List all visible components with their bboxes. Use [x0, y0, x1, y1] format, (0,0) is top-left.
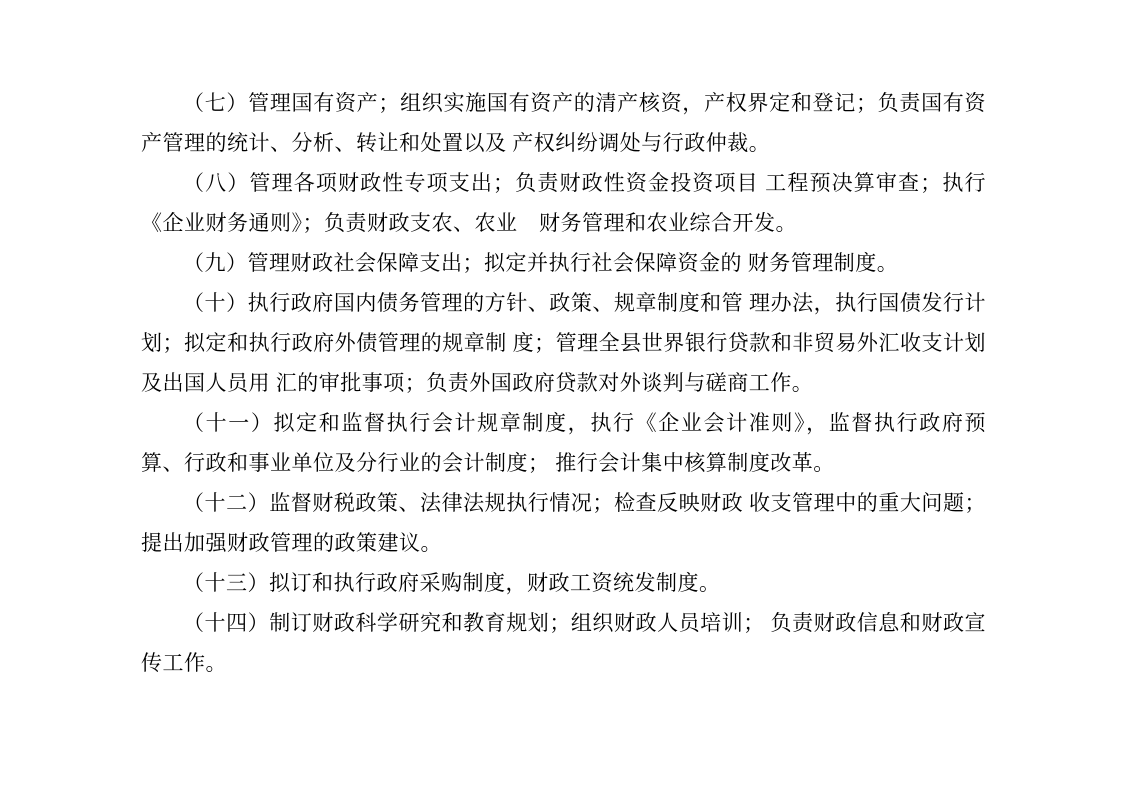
paragraph-item-14: （十四）制订财政科学研究和教育规划；组织财政人员培训； 负责财政信息和财政宣传工作。 — [141, 611, 986, 675]
paragraph-item-8: （八）管理各项财政性专项支出；负责财政性资金投资项目 工程预决算审查；执行《企业财务通则》；负责财政支农、农业 财务管理和农业综合开发。 — [141, 171, 986, 235]
paragraph-item-12: （十二）监督财税政策、法律法规执行情况；检查反映财政 收支管理中的重大问题；提出加强财政管理的政策建议。 — [141, 491, 986, 555]
paragraph-item-13: （十三）拟订和执行政府采购制度，财政工资统发制度。 — [183, 571, 721, 595]
paragraph-item-11: （十一）拟定和监督执行会计规章制度，执行《企业会计准则》，监督执行政府预算、行政和事业单位及分行业的会计制度； 推行会计集中核算制度改革。 — [141, 411, 986, 475]
paragraph-item-7: （七）管理国有资产；组织实施国有资产的清产核资，产权界定和登记；负责国有资产管理的统计、分析、转让和处置以及 产权纠纷调处与行政仲裁。 — [141, 91, 986, 155]
document-body — [141, 83, 986, 683]
paragraph-item-10: （十）执行政府国内债务管理的方针、政策、规章制度和管 理办法，执行国债发行计划；拟定和执行政府外债管理的规章制 度；管理全县世界银行贷款和非贸易外汇收支计划及出国人员用 汇的审批事项；负责外国政府贷款对外谈判与磋商工作。 — [141, 291, 986, 395]
paragraph-item-9: （九）管理财政社会保障支出；拟定并执行社会保障资金的 财务管理制度。 — [183, 251, 899, 275]
